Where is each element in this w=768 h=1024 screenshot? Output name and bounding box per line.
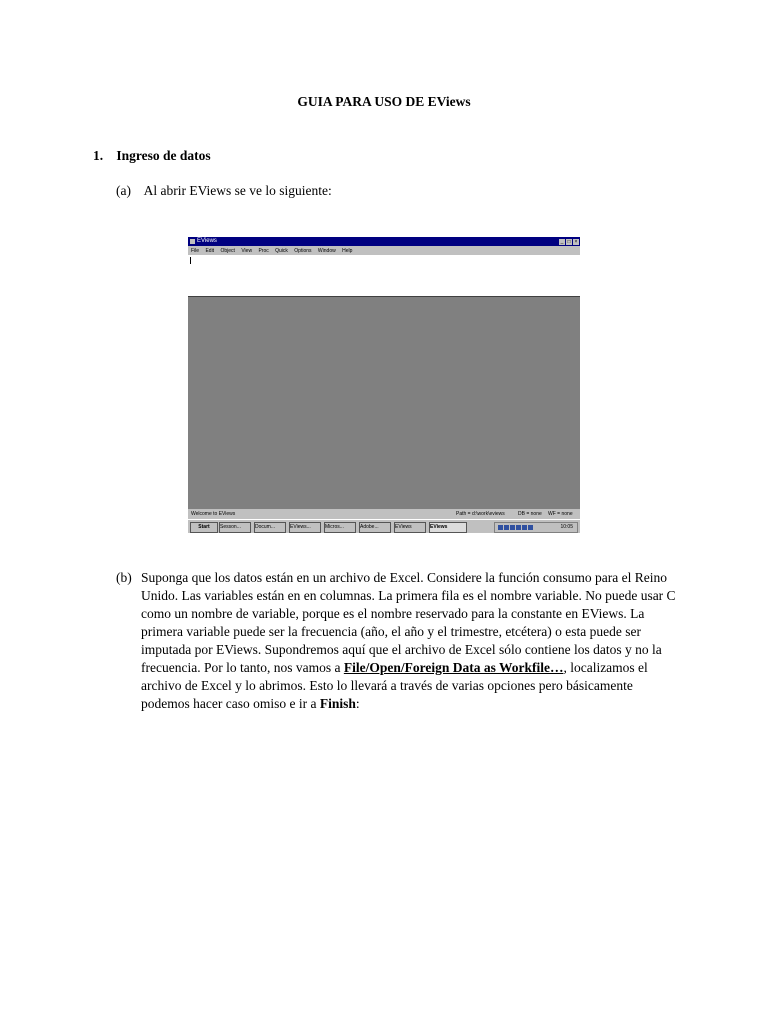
list-item-a — [116, 183, 332, 199]
clock: 10:05 — [560, 524, 573, 530]
item-b-text-3: : — [355, 696, 360, 711]
page-title: GUIA PARA USO DE EViews — [297, 94, 471, 109]
section-title: Ingreso de datos — [116, 148, 211, 163]
menu-options[interactable]: Options — [294, 248, 312, 254]
tray-icon[interactable] — [498, 525, 503, 530]
system-tray — [494, 522, 578, 533]
minimize-icon[interactable]: _ — [560, 239, 564, 245]
tray-icon[interactable] — [522, 525, 527, 530]
menu-window[interactable]: Window — [317, 248, 336, 254]
status-bar — [188, 510, 580, 518]
finish-label: Finish — [319, 696, 356, 711]
item-b-paragraph — [141, 569, 676, 713]
item-a-label: (a) — [116, 183, 131, 198]
tray-icons — [498, 525, 534, 534]
command-window[interactable] — [188, 255, 580, 297]
tray-icon[interactable] — [516, 525, 521, 530]
status-welcome: Welcome to EViews — [191, 511, 236, 517]
taskbar-item[interactable]: Adobe... — [359, 522, 391, 533]
tray-icon[interactable] — [528, 525, 533, 530]
taskbar-item[interactable]: EViews... — [289, 522, 321, 533]
menu-help[interactable]: Help — [342, 248, 353, 254]
taskbar-item[interactable]: Micros... — [324, 522, 356, 533]
window-titlebar — [188, 237, 580, 246]
eviews-screenshot — [188, 237, 580, 532]
menu-view[interactable]: View — [241, 248, 253, 254]
taskbar-item[interactable]: Docum... — [254, 522, 286, 533]
menu-bar — [188, 247, 580, 255]
item-b-text-2: , localizamos el archivo de Excel y lo abrimos. Esto lo llevará a través de varias opciones pero básicamente podemos hacer caso omiso e ir a — [141, 660, 648, 711]
tray-icon[interactable] — [504, 525, 509, 530]
taskbar-tasks — [219, 522, 470, 531]
status-wf: WF = none — [548, 511, 573, 517]
tray-icon[interactable] — [510, 525, 515, 530]
taskbar-item[interactable]: EViews — [394, 522, 426, 533]
item-a-text: Al abrir EViews se ve lo siguiente: — [143, 183, 332, 198]
taskbar-item-active[interactable]: EViews — [429, 522, 467, 533]
menu-proc[interactable]: Proc — [258, 248, 269, 254]
status-db: DB = none — [518, 511, 542, 517]
maximize-icon[interactable]: □ — [567, 239, 571, 245]
section-number: 1. — [93, 148, 104, 163]
close-icon[interactable]: × — [574, 239, 578, 245]
menu-quick[interactable]: Quick — [275, 248, 288, 254]
taskbar-item[interactable]: Sesson... — [219, 522, 251, 533]
taskbar — [188, 519, 580, 533]
status-path: Path = d:\work\eviews — [456, 511, 505, 517]
eviews-app-icon — [190, 239, 195, 244]
menu-edit[interactable]: Edit — [205, 248, 215, 254]
window-controls — [558, 238, 579, 247]
text-caret — [190, 257, 191, 264]
window-title: EViews — [197, 238, 217, 244]
menu-file[interactable]: File — [191, 248, 200, 254]
item-b-text-1: Suponga que los datos están en un archivo de Excel. Considere la función consumo para el Reino Unido. Las variables están en en columnas. La primera fila es el nombre variable. No puede usar C como un nombre de variable, porque es el nombre reservado para la constante en EViews. La primera variable puede ser la frecuencia (año, el año y el trimestre, etcétera) o esta puede ser imputada por EViews. Supondremos aquí que el archivo de Excel sólo contiene los datos y no la frecuencia. Por lo tanto, nos vamos a — [141, 570, 676, 675]
menu-object[interactable]: Object — [220, 248, 235, 254]
menu-path: File/Open/Foreign Data as Workfile… — [343, 660, 564, 675]
start-button[interactable]: Start — [190, 522, 218, 533]
section-heading — [93, 148, 211, 164]
workspace-area — [188, 297, 580, 509]
list-item-b — [116, 569, 676, 713]
item-b-label: (b) — [116, 570, 132, 585]
